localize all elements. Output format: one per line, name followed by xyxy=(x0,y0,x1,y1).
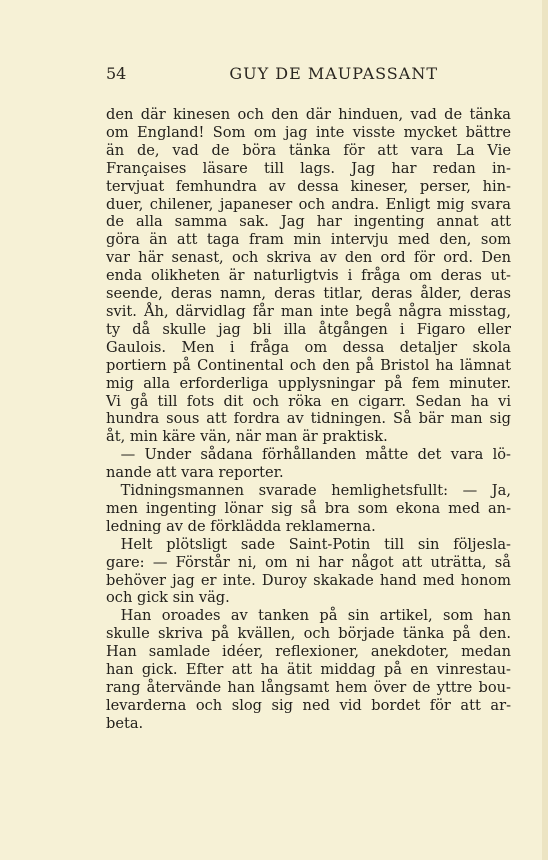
text-line: än de, vad de böra tänka för att vara La Vie xyxy=(106,141,511,159)
text-line: behöver jag er inte. Duroy skakade hand med honom xyxy=(106,571,511,589)
text-line: beta. xyxy=(106,714,144,732)
text-line: mig alla erforderliga upplysningar på fem minuter. xyxy=(106,374,511,392)
text-line: Helt plötsligt sade Saint-Potin till sin följesla- xyxy=(120,535,511,553)
text-line: han gick. Efter att ha ätit middag på en vinrestau- xyxy=(106,661,511,679)
text-line: om England! Som om jag inte visste mycket bättre xyxy=(106,123,511,141)
text-line: portiern på Continental och den på Bristol ha lämnat xyxy=(106,356,511,374)
text-line: Vi gå till fots dit och röka en cigarr. Sedan ha vi xyxy=(106,392,511,410)
text-line: seende, deras namn, deras titlar, deras ålder, deras xyxy=(106,285,511,303)
text-line: nande att vara reporter. xyxy=(106,464,284,482)
text-line: ty då skulle jag bli illa åtgången i Figaro eller xyxy=(106,320,511,338)
text-line: göra än att taga fram min intervju med den, som xyxy=(106,231,511,249)
text-line: var här senast, och skriva av den ord för ord. Den xyxy=(106,249,511,267)
text-line: — Under sådana förhållanden måtte det vara lö- xyxy=(120,446,511,464)
page-edge xyxy=(542,0,548,860)
text-line: enda olikheten är naturligtvis i fråga om deras ut- xyxy=(106,267,511,285)
text-line: hundra sous att fordra av tidningen. Så bär man sig xyxy=(106,410,511,428)
text-line: rang återvände han långsamt hem över de yttre bou- xyxy=(106,679,511,696)
page-header xyxy=(106,64,438,88)
text-line: Tidningsmannen svarade hemlighetsfullt: — Ja, xyxy=(120,482,511,500)
text-line: ledning av de förklädda reklamerna. xyxy=(106,517,376,535)
text-line: duer, chilener, japaneser och andra. Enligt mig svara xyxy=(106,195,511,213)
text-line: levarderna och slog sig ned vid bordet för att ar- xyxy=(106,696,511,714)
page-number: 54 xyxy=(106,64,127,83)
text-line: och gick sin väg. xyxy=(106,589,230,607)
text-line: den där kinesen och den där hinduen, vad de tänka xyxy=(106,106,511,123)
text-line: Han oroades av tanken på sin artikel, som han xyxy=(120,607,511,625)
running-head: GUY DE MAUPASSANT xyxy=(229,64,438,83)
text-line: gare: — Förstår ni, om ni har något att uträtta, så xyxy=(106,553,511,571)
text-line: Han samlade idéer, reflexioner, anekdoter, medan xyxy=(106,643,511,661)
text-line: åt, min käre vän, när man är praktisk. xyxy=(106,428,388,446)
text-line: Gaulois. Men i fråga om dessa detaljer skola xyxy=(106,338,511,356)
text-line: de alla samma sak. Jag har ingenting annat att xyxy=(106,213,511,231)
body-text xyxy=(106,106,511,733)
text-line: Françaises läsare till lags. Jag har redan in- xyxy=(106,159,511,177)
text-line: skulle skriva på kvällen, och började tänka på den. xyxy=(106,625,511,643)
text-line: svit. Åh, därvidlag får man inte begå några misstag, xyxy=(106,302,511,320)
text-line: men ingenting lönar sig så bra som ekona med an- xyxy=(106,499,511,517)
text-line: tervjuat femhundra av dessa kineser, perser, hin- xyxy=(106,177,511,195)
